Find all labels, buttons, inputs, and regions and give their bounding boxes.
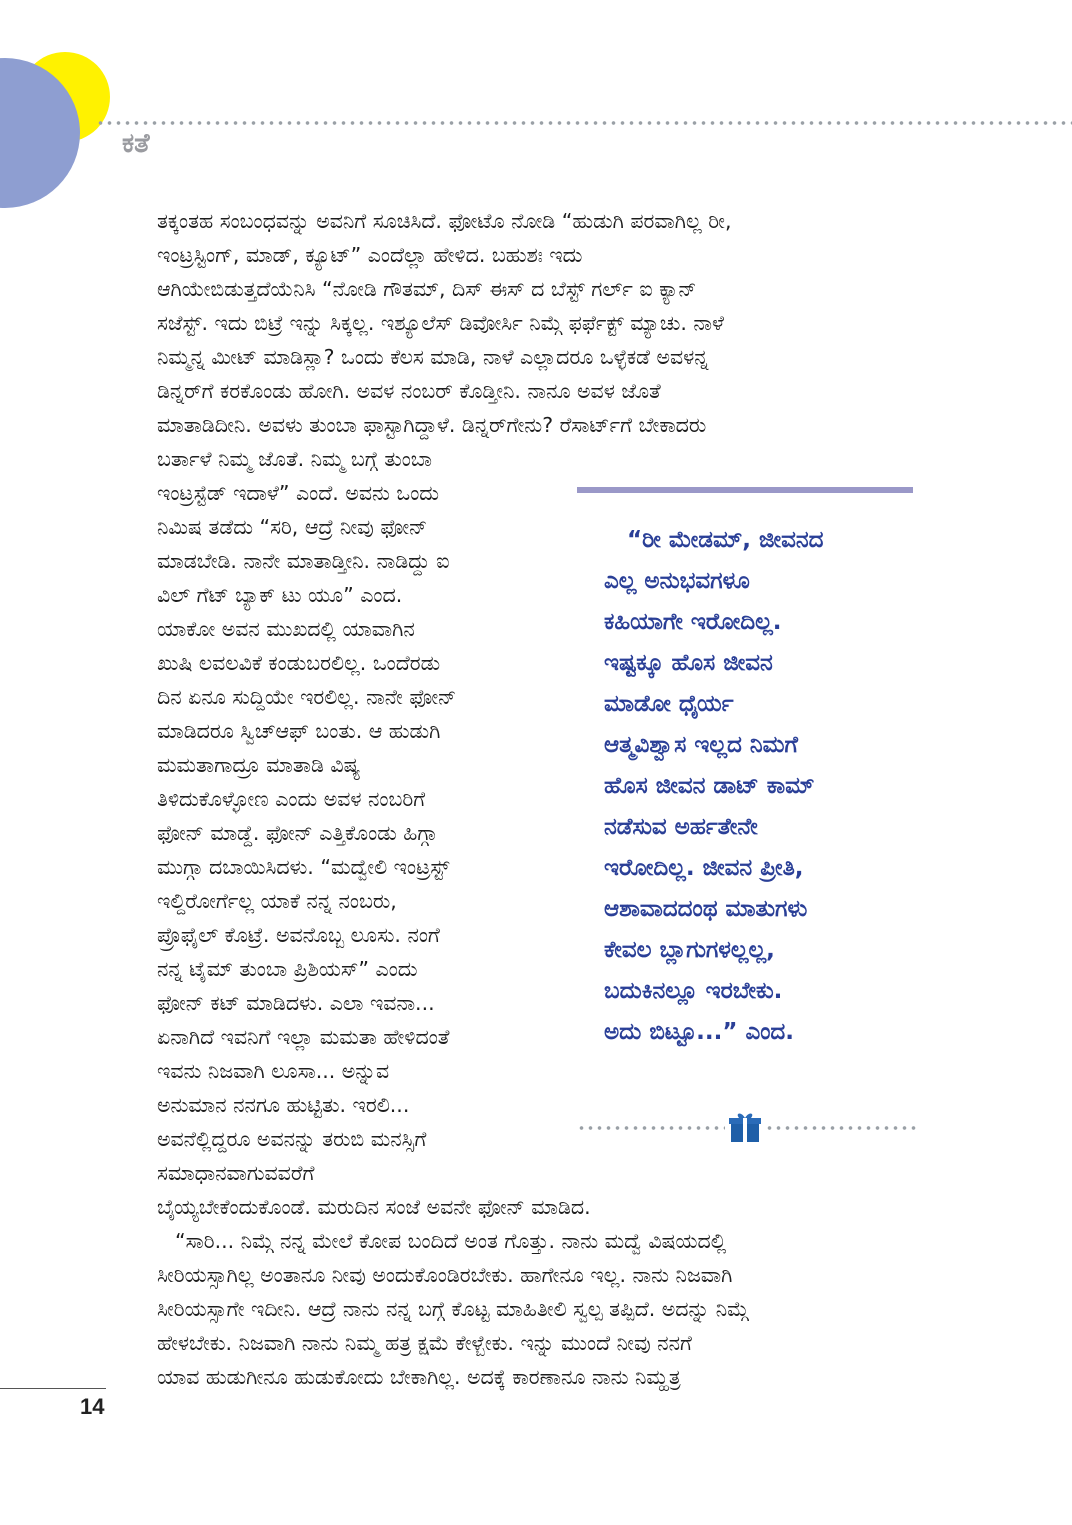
body-line: ಆಗಿಯೇಬಿಡುತ್ತದೆಯೆನಿಸಿ “ನೋಡಿ ಗೌತಮ್, ದಿಸ್ ಈಸ್ ದ ಬೆಸ್ಟ್ ಗರ್ಲ್ ಐ ಕ್ಯಾನ್: [157, 277, 697, 301]
pull-quote-line: ಕಹಿಯಾಗೇ ಇರೋದಿಲ್ಲ.: [604, 609, 782, 635]
body-line: ಖುಷಿ ಲವಲವಿಕೆ ಕಂಡುಬರಲಿಲ್ಲ. ಒಂದೆರಡು: [157, 651, 441, 675]
pull-quote-line: ಇರೋದಿಲ್ಲ. ಜೀವನ ಪ್ರೀತಿ,: [604, 855, 804, 881]
gift-icon: [729, 1111, 761, 1143]
body-line: ತಿಳಿದುಕೊಳ್ಳೋಣ ಎಂದು ಅವಳ ನಂಬರಿಗೆ: [157, 787, 426, 811]
body-line: ಮಾಡಿದರೂ ಸ್ವಿಚ್‌ಆಫ್ ಬಂತು. ಆ ಹುಡುಗಿ: [157, 719, 441, 743]
footer-rule: [0, 1388, 106, 1389]
pull-quote-top-rule: [577, 487, 913, 493]
body-line: ಇಂಟ್ರಸ್ಟೆಡ್ ಇದಾಳೆ” ಎಂದೆ. ಅವನು ಒಂದು: [157, 481, 440, 505]
body-line: ಯಾವ ಹುಡುಗೀನೂ ಹುಡುಕೋದು ಬೇಕಾಗಿಲ್ಲ. ಅದಕ್ಕೆ ಕಾರಣಾನೂ ನಾನು ನಿಮ್ಹತ್ರ: [157, 1365, 681, 1389]
body-line: ಮುಗ್ಗಾ ದಬಾಯಿಸಿದಳು. “ಮದ್ವೇಲಿ ಇಂಟ್ರಸ್ಟ್: [157, 855, 450, 879]
body-line: ಸೀರಿಯಸ್ಸಾಗೇ ಇದೀನಿ. ಆದ್ರೆ ನಾನು ನನ್ನ ಬಗ್ಗೆ ಕೊಟ್ಟ ಮಾಹಿತೀಲಿ ಸ್ವಲ್ಪ ತಪ್ಪಿದೆ. ಅದನ್ನು ನಿಮ್ಗೆ: [157, 1297, 749, 1321]
body-line: ಫೋನ್ ಮಾಡ್ದೆ. ಫೋನ್ ಎತ್ತಿಕೊಂಡು ಹಿಗ್ಗಾ: [157, 821, 437, 845]
pull-quote-line: ಮಾಡೋ ಧೈರ್ಯ: [604, 691, 734, 717]
dotted-divider-right: [765, 1124, 917, 1132]
body-line: ಮಾತಾಡಿದೀನಿ. ಅವಳು ತುಂಬಾ ಫಾಸ್ಟಾಗಿದ್ದಾಳೆ. ಡಿನ್ನರ್‌ಗೇನು? ರೆಸಾರ್ಟ್‌ಗೆ ಬೇಕಾದರು: [157, 413, 707, 437]
body-line: ಮಮತಾಗಾದ್ರೂ ಮಾತಾಡಿ ವಿಷ್ಯ: [157, 753, 361, 777]
body-line: ಸಜೆಸ್ಟ್. ಇದು ಬಿಟ್ರೆ ಇನ್ನು ಸಿಕ್ಕಲ್ಲ. ಇಶ್ಯೂಲೆಸ್ ಡಿವೋರ್ಸಿ ನಿಮ್ಗೆ ಫರ್ಫೆಕ್ಟ್ ಮ್ಯಾಚು. ನಾಳೆ: [157, 311, 724, 335]
page-number: 14: [80, 1394, 105, 1419]
body-line: ಏನಾಗಿದೆ ಇವನಿಗೆ ಇಲ್ಲಾ ಮಮತಾ ಹೇಳಿದಂತೆ: [157, 1025, 450, 1049]
body-line: ಡಿನ್ನರ್‌ಗೆ ಕರಕೊಂಡು ಹೋಗಿ. ಅವಳ ನಂಬರ್ ಕೊಡ್ತೀನಿ. ನಾನೂ ಅವಳ ಜೊತೆ: [157, 379, 661, 403]
body-line: ಅನುಮಾನ ನನಗೂ ಹುಟ್ಟಿತು. ಇರಲಿ...: [157, 1093, 410, 1117]
pull-quote-line: ಆತ್ಮವಿಶ್ವಾಸ ಇಲ್ಲದ ನಿಮಗೆ: [604, 732, 798, 758]
dotted-header-rule: [96, 119, 1072, 127]
body-line: ಮಾಡಬೇಡಿ. ನಾನೇ ಮಾತಾಡ್ತೀನಿ. ನಾಡಿದ್ದು ಐ: [157, 549, 450, 573]
body-line: ಇಂಟ್ರಸ್ಟಿಂಗ್, ಮಾಡ್, ಕ್ಯೂಟ್” ಎಂದೆಲ್ಲಾ ಹೇಳಿದ. ಬಹುಶಃ ಇದು: [157, 243, 583, 267]
section-label: ಕತೆ: [122, 128, 150, 159]
pull-quote-line: “ರೀ ಮೇಡಮ್, ಜೀವನದ: [627, 527, 824, 553]
pull-quote-line: ಎಲ್ಲ ಅನುಭವಗಳೂ: [604, 568, 750, 594]
pull-quote-line: ಅದು ಬಿಟ್ಟೂ...” ಎಂದ.: [604, 1019, 795, 1045]
body-line: ಯಾಕೋ ಅವನ ಮುಖದಲ್ಲಿ ಯಾವಾಗಿನ: [157, 617, 415, 641]
body-line: ಬರ್ತಾಳೆ ನಿಮ್ಮ ಜೊತೆ. ನಿಮ್ಮ ಬಗ್ಗೆ ತುಂಬಾ: [157, 447, 433, 471]
body-line: ಬೈಯ್ಯಬೇಕೆಂದುಕೊಂಡೆ. ಮರುದಿನ ಸಂಜೆ ಅವನೇ ಫೋನ್ ಮಾಡಿದ.: [157, 1195, 591, 1219]
body-line: ಸೀರಿಯಸ್ಸಾಗಿಲ್ಲ ಅಂತಾನೂ ನೀವು ಅಂದುಕೊಂಡಿರಬೇಕು. ಹಾಗೇನೂ ಇಲ್ಲ. ನಾನು ನಿಜವಾಗಿ: [157, 1263, 733, 1287]
body-line: ಪ್ರೊಫೈಲ್ ಕೊಟ್ರೆ. ಅವನೊಬ್ಬ ಲೂಸು. ನಂಗೆ: [157, 923, 440, 947]
body-line: ಅವನೆಲ್ಲಿದ್ದರೂ ಅವನನ್ನು ತರುಬಿ ಮನಸ್ಸಿಗೆ: [157, 1127, 427, 1151]
pull-quote-line: ಹೊಸ ಜೀವನ ಡಾಟ್ ಕಾಮ್: [604, 773, 815, 799]
pull-quote-line: ನಡೆಸುವ ಅರ್ಹತೇನೇ: [604, 814, 758, 840]
body-line: ವಿಲ್ ಗೆಟ್ ಬ್ಯಾಕ್ ಟು ಯೂ” ಎಂದ.: [157, 583, 403, 607]
body-line: ನಿಮ್ಮನ್ನ ಮೀಟ್ ಮಾಡಿಸ್ಲಾ? ಒಂದು ಕೆಲಸ ಮಾಡಿ, ನಾಳೆ ಎಲ್ಲಾದರೂ ಒಳ್ಳೆಕಡೆ ಅವಳನ್ನ: [157, 345, 709, 369]
body-line: ಹೇಳಬೇಕು. ನಿಜವಾಗಿ ನಾನು ನಿಮ್ಮ ಹತ್ರ ಕ್ಷಮೆ ಕೇಳ್ಬೇಕು. ಇನ್ನು ಮುಂದೆ ನೀವು ನನಗೆ: [157, 1331, 692, 1355]
body-line: ಇವನು ನಿಜವಾಗಿ ಲೂಸಾ... ಅನ್ನುವ: [157, 1059, 390, 1083]
body-line: ದಿನ ಏನೂ ಸುದ್ದಿಯೇ ಇರಲಿಲ್ಲ. ನಾನೇ ಫೋನ್: [157, 685, 457, 709]
pull-quote-line: ಕೇವಲ ಬ್ಲಾಗುಗಳಲ್ಲಲ್ಲ,: [604, 937, 775, 963]
body-line: ಫೋನ್ ಕಟ್ ಮಾಡಿದಳು. ಎಲಾ ಇವನಾ...: [157, 991, 435, 1015]
body-line: ತಕ್ಕಂತಹ ಸಂಬಂಧವನ್ನು ಅವನಿಗೆ ಸೂಚಿಸಿದೆ. ಫೋಟೊ ನೋಡಿ “ಹುಡುಗಿ ಪರವಾಗಿಲ್ಲ ರೀ,: [157, 209, 732, 233]
body-line: ನನ್ನ ಟೈಮ್ ತುಂಬಾ ಪ್ರಿಶಿಯಸ್” ಎಂದು: [157, 957, 418, 981]
body-line: ನಿಮಿಷ ತಡೆದು “ಸರಿ, ಆದ್ರೆ ನೀವು ಫೋನ್: [157, 515, 428, 539]
pull-quote-line: ಆಶಾವಾದದಂಥ ಮಾತುಗಳು: [604, 896, 808, 922]
pull-quote-line: ಬದುಕಿನಲ್ಲೂ ಇರಬೇಕು.: [604, 978, 783, 1004]
pull-quote-line: ಇಷ್ಟಕ್ಕೂ ಹೊಸ ಜೀವನ: [604, 650, 773, 676]
body-line: ಇಲ್ದಿರೋರ್ಗೆಲ್ಲ ಯಾಕೆ ನನ್ನ ನಂಬರು,: [157, 889, 397, 913]
body-line: “ಸಾರಿ... ನಿಮ್ಗೆ ನನ್ನ ಮೇಲೆ ಕೋಪ ಬಂದಿದೆ ಅಂತ ಗೊತ್ತು. ನಾನು ಮದ್ವೆ ವಿಷಯದಲ್ಲಿ: [175, 1229, 727, 1253]
body-line: ಸಮಾಧಾನವಾಗುವವರೆಗೆ: [157, 1161, 315, 1185]
dotted-divider-left: [577, 1124, 725, 1132]
